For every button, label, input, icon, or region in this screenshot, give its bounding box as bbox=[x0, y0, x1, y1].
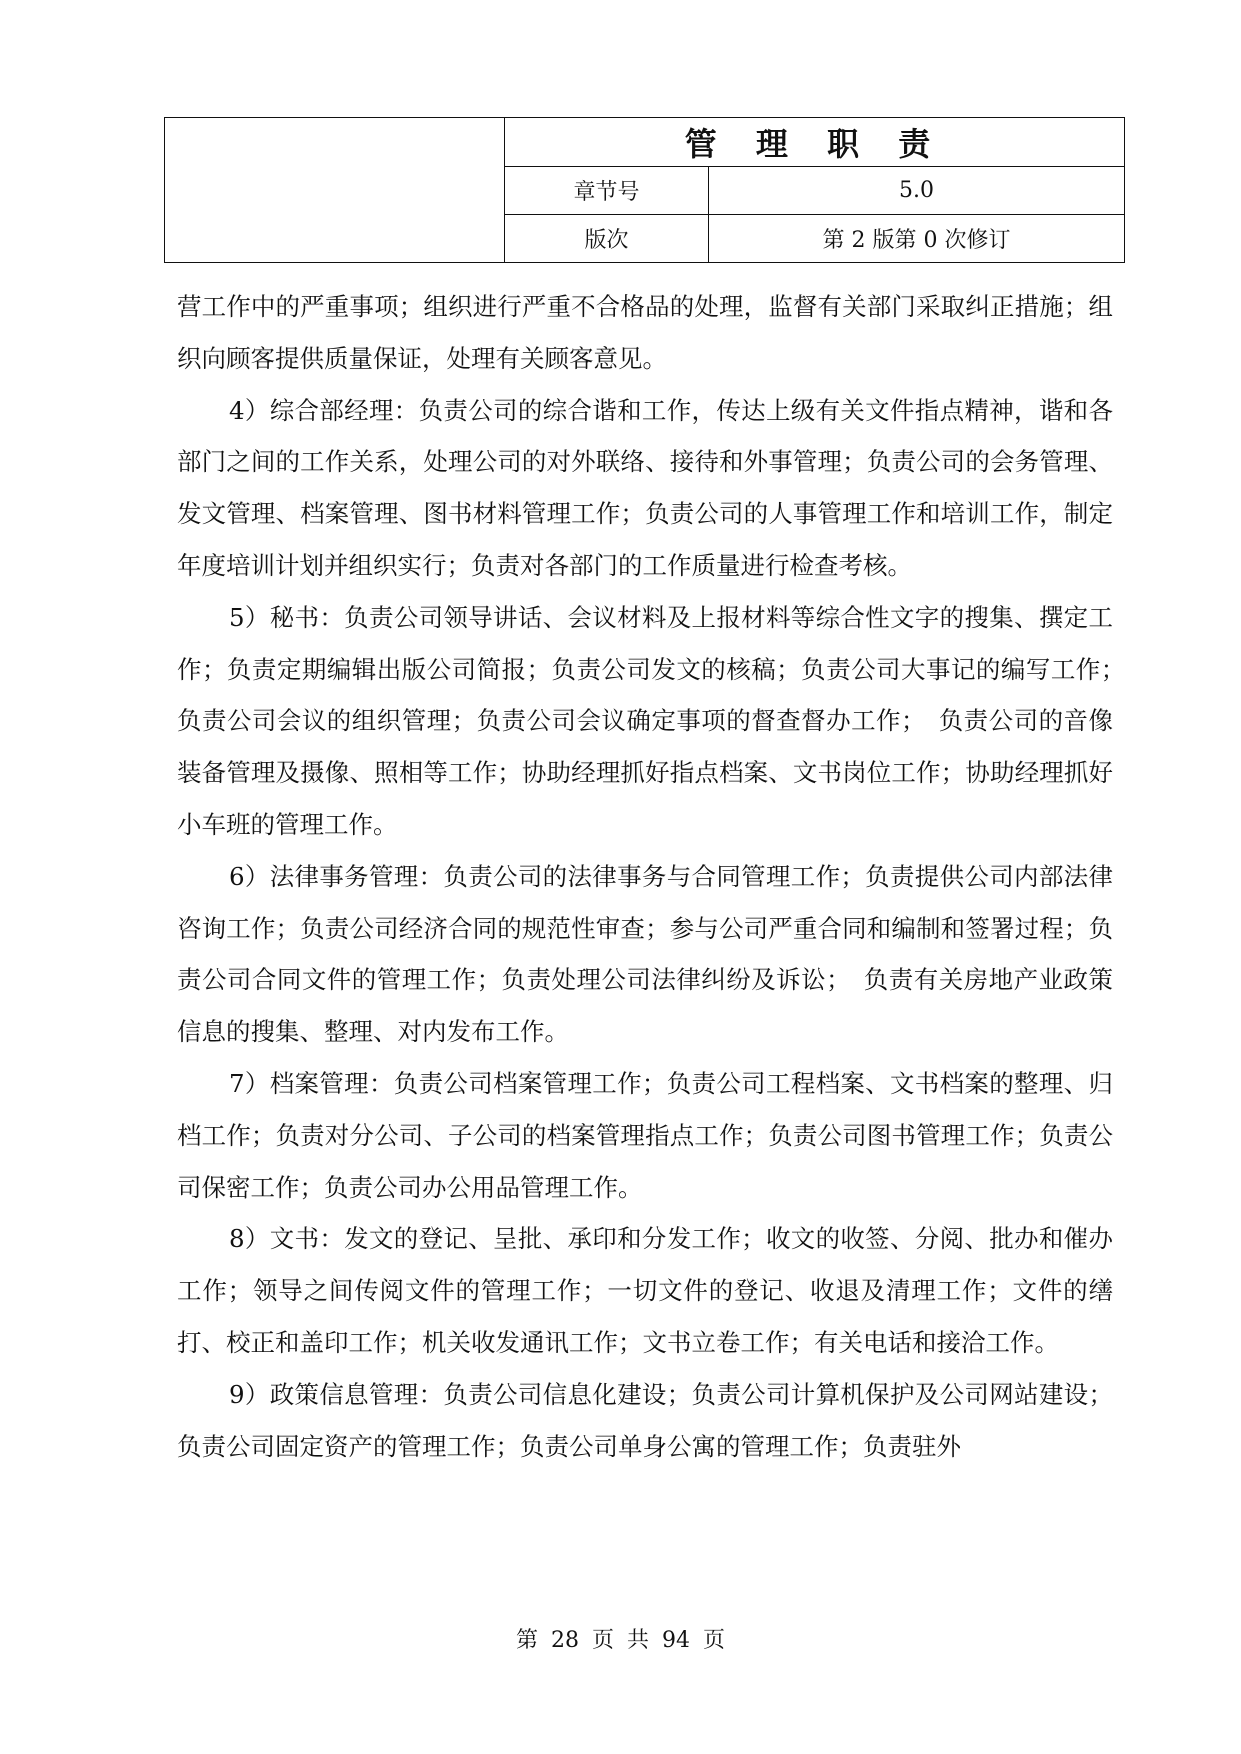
paragraph-policy-info: 9）政策信息管理：负责公司信息化建设；负责公司计算机保护及公司网站建设；负责公司固定资产的管理工作；负责公司单身公寓的管理工作；负责驻外 bbox=[177, 1379, 1113, 1461]
paragraph-legal-affairs: 6）法律事务管理：负责公司的法律事务与合同管理工作；负责提供公司内部法律咨询工作；负责公司经济合同的规范性审查；参与公司严重合同和编制和签署过程；负责公司合同文件的管理工作；负责处理公司法律纠纷及诉讼； 负责有关房地产业政策信息的搜集、整理、对内发布工作。 bbox=[177, 861, 1113, 1047]
logo-blank-cell bbox=[165, 118, 505, 263]
paragraph-secretary: 5）秘书：负责公司领导讲话、会议材料及上报材料等综合性文字的搜集、撰定工作；负责定期编辑出版公司简报；负责公司发文的核稿；负责公司大事记的编写工作； 负责公司会议的组织管理；负责公司会议确定事项的督查督办工作； 负责公司的音像装备管理及摄像、照相等工作；协助经理抓好指点档案、文书岗位工作；协助经理抓好小车班的管理工作。 bbox=[177, 602, 1138, 839]
edition-label: 版次 bbox=[505, 215, 709, 263]
paragraph-archives: 7）档案管理：负责公司档案管理工作；负责公司工程档案、文书档案的整理、归档工作；负责对分公司、子公司的档案管理指点工作；负责公司图书管理工作；负责公司保密工作；负责公司办公用品管理工作。 bbox=[177, 1068, 1113, 1202]
document-header-table bbox=[164, 117, 1125, 263]
paragraph-documents: 8）文书：发文的登记、呈批、承印和分发工作；收文的收签、分阅、批办和催办工作；领导之间传阅文件的管理工作；一切文件的登记、收退及清理工作；文件的缮打、校正和盖印工作；机关收发通讯工作；文书立卷工作；有关电话和接洽工作。 bbox=[177, 1224, 1113, 1357]
paragraph-continued: 营工作中的严重事项；组织进行严重不合格品的处理，监督有关部门采取纠正措施；组织向顾客提供质量保证，处理有关顾客意见。 bbox=[177, 292, 1113, 373]
chapter-value: 5.0 bbox=[709, 167, 1125, 215]
paragraph-general-manager: 4）综合部经理：负责公司的综合谐和工作，传达上级有关文件指点精神，谐和各部门之间的工作关系，处理公司的对外联络、接待和外事管理；负责公司的会务管理、发文管理、档案管理、图书材料管理工作；负责公司的人事管理工作和培训工作，制定年度培训计划并组织实行；负责对各部门的工作质量进行检查考核。 bbox=[177, 395, 1113, 580]
document-body bbox=[177, 281, 1138, 1472]
edition-value: 第 2 版第 0 次修订 bbox=[709, 215, 1125, 263]
page-number-footer: 第 28 页 共 94 页 bbox=[516, 1628, 725, 1653]
document-title: 管 理 职 责 bbox=[505, 118, 1125, 167]
chapter-label: 章节号 bbox=[505, 167, 709, 215]
